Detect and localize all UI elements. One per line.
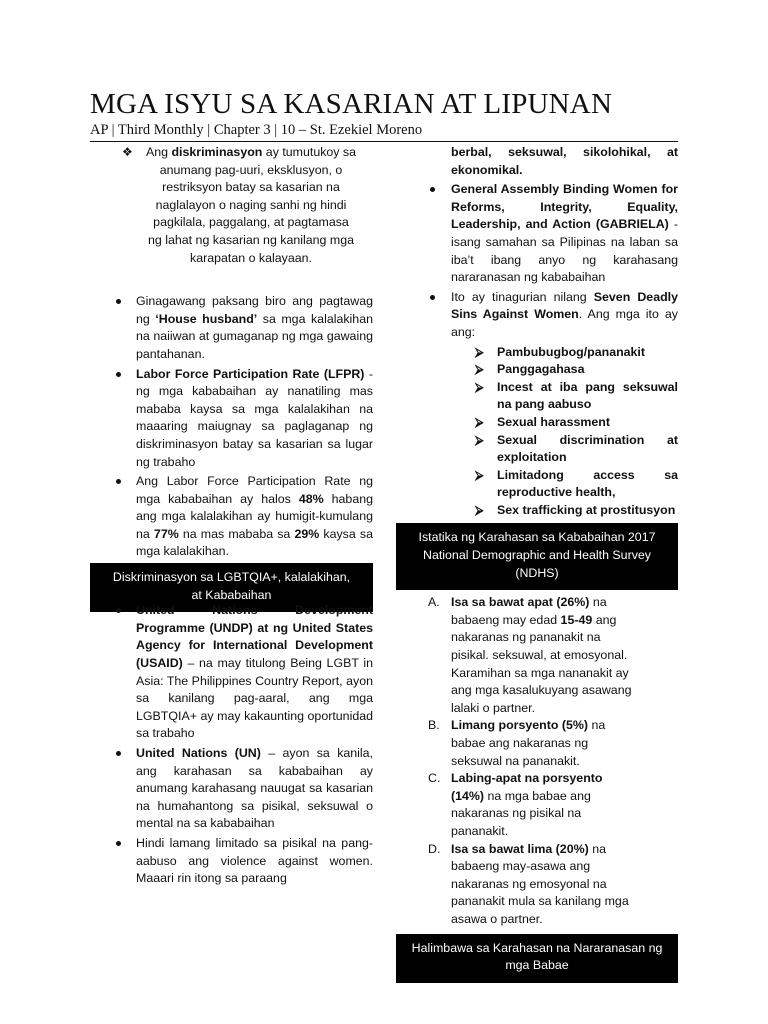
title-rule [90, 141, 678, 142]
right-column [396, 144, 678, 983]
list-item-text: Pambubugbog/pananakit [497, 344, 646, 359]
list-item: Ang Labor Force Participation Rate ng mga kababaihan ay halos 48% habang ang mga kalalakihan ay humigit-kumulang na 77% na mas mababa sa 29% kaysa sa mga kalalakihan. [90, 473, 373, 561]
banner-text: Halimbawa sa Karahasan na Nararanasan ng mga Babae [411, 940, 663, 973]
list-item: Labor Force Participation Rate (LFPR) - ng mga kababaihan ay nanatiling mas mababa kaysa sa mga kalalakihan na maaaring maiugnay sa paglaganap ng diskriminasyon batay sa kasarian sa lugar ng trabaho [90, 366, 373, 472]
list-item: United Nations (UN) – ayon sa kanila, ang karahasan sa kababaihan ay anumang karahasang nauugat sa kasarian na humahantong sa pisikal, seksuwal o mental na sa kababaihan [90, 745, 373, 833]
list-item-text: Panggagahasa [497, 362, 585, 377]
list-item-text: Sexual harassment [497, 414, 610, 429]
list-item [396, 502, 678, 520]
list-item [396, 770, 678, 840]
list-item [396, 841, 678, 929]
list-item-text: Limitadong access sa reproductive health, [497, 467, 678, 500]
list-item-letter: C. [428, 771, 441, 786]
definition-paragraph [90, 144, 373, 267]
list-item [396, 717, 678, 770]
lgbtqia-bullet-list [90, 602, 373, 888]
list-item [396, 344, 678, 362]
diamond-bullet-icon: ❖ [122, 145, 133, 159]
list-item: Hindi lamang limitado sa pisikal na pang-aabuso ang violence against women. Maaari rin itong sa paraang [90, 835, 373, 888]
arrow-bullet-icon: ⮚ [475, 344, 484, 359]
list-item [396, 594, 678, 717]
discrimination-bullet-list [90, 293, 373, 561]
list-item: United Nations Development Programme (UNDP) at ng United States Agency for International Development (USAID) – na may titulong Being LGBT in Asia: The Philippines Country Report, ayon sa kanilang pag-aaral, ang mga LGBTQIA+ ay may kakaunting oportunidad sa trabaho [90, 602, 373, 743]
list-item: General Assembly Binding Women for Reforms, Integrity, Equality, Leadership, and Action (GABRIELA) - isang samahan sa Pilipinas na laban sa iba’t ibang anyo ng karahasang nararanasan ng kababaihan [396, 181, 678, 287]
left-column [90, 144, 373, 890]
list-item-letter: B. [428, 718, 440, 733]
list-item-text: Incest at iba pang seksuwal na pang aabuso [497, 379, 678, 412]
list-item-text: Labing-apat na porsyento (14%) na mga babae ang nakaranas ng pisikal na pananakit. [451, 771, 603, 838]
list-item [396, 414, 678, 432]
continuation-text: berbal, seksuwal, sikolohikal, at ekonomikal. [451, 145, 678, 177]
document-subtitle: AP | Third Monthly | Chapter 3 | 10 – St. Ezekiel Moreno [90, 122, 423, 138]
list-item [396, 379, 678, 414]
list-item [396, 361, 678, 379]
arrow-bullet-icon: ⮚ [475, 432, 484, 447]
arrow-bullet-icon: ⮚ [475, 467, 484, 482]
list-item-text: Limang porsyento (5%) na babae ang nakaranas ng seksuwal na pananakit. [451, 718, 606, 768]
seven-deadly-sins-list [396, 344, 678, 520]
definition-text: Ang diskriminasyon ay tumutukoy sa anumang pag-uuri, eksklusyon, o restriksyon batay sa kasarian na naglalayon o naging sanhi ng hindi pagkilala, paggalang, at pagtamasa ng lahat ng kasarian ng kanilang mga karapatan o kalayaan. [145, 145, 357, 265]
banner-text: Istatika ng Karahasan sa Kababaihan 2017 National Demographic and Health Survey (NDHS) [418, 530, 656, 580]
list-item-text: Sex trafficking at prostitusyon [497, 502, 676, 517]
section-banner-examples [396, 934, 678, 983]
list-item-text: Sexual discrimination at exploitation [497, 432, 678, 465]
section-banner-ndhs [396, 523, 678, 590]
banner-text: Diskriminasyon sa LGBTQIA+, kalalakihan, at Kababaihan [112, 570, 351, 602]
arrow-bullet-icon: ⮚ [475, 414, 484, 429]
list-item [396, 467, 678, 502]
list-item-text: Isa sa bawat apat (26%) na babaeng may edad 15-49 ang nakaranas ng pananakit na pisikal. seksuwal, at emosyonal. Karamihan sa mga nananakit ay ang mga kasalukuyang asawang lalaki o partner. [451, 595, 632, 715]
list-item-letter: A. [428, 595, 440, 610]
list-item-letter: D. [428, 841, 441, 856]
ndhs-statistics-list [396, 594, 678, 928]
list-item-text: Isa sa bawat lima (20%) na babaeng may-asawa ang nakaranas ng emosyonal na pananakit mula sa kanilang mga asawa o partner. [451, 841, 629, 926]
list-item: Ito ay tinagurian nilang Seven Deadly Sins Against Women. Ang mga ito ay ang: [396, 289, 678, 342]
list-item [396, 432, 678, 467]
gabriela-bullet-list [396, 181, 678, 341]
list-item: Ginagawang paksang biro ang pagtawag ng ‘House husband’ sa mga kalalakihan na naiiwan at gumaganap ng mga gawaing pantahanan. [90, 293, 373, 363]
arrow-bullet-icon: ⮚ [475, 362, 484, 377]
document-title: MGA ISYU SA KASARIAN AT LIPUNAN [90, 88, 613, 120]
arrow-bullet-icon: ⮚ [475, 502, 484, 517]
arrow-bullet-icon: ⮚ [475, 379, 484, 394]
